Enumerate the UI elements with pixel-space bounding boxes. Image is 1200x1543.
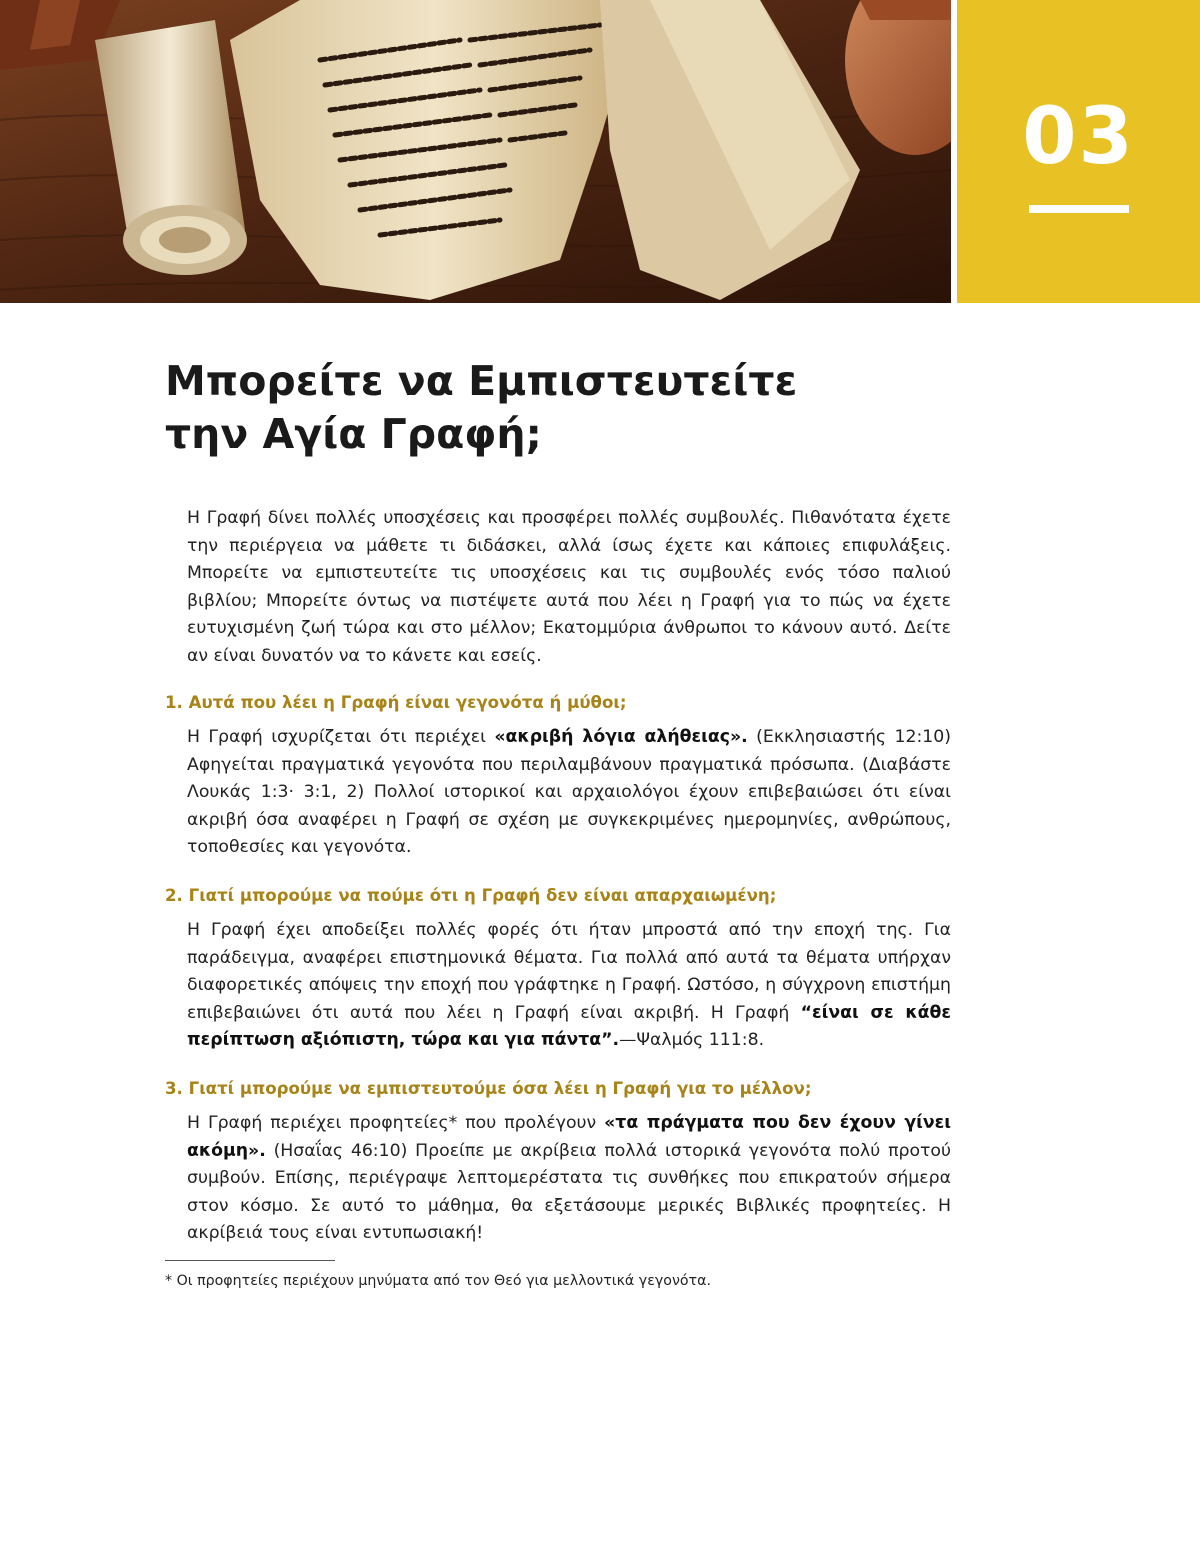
lesson-number-underline [1029, 205, 1129, 213]
answer-2 [187, 917, 951, 1055]
lesson-number: 03 [1022, 92, 1135, 182]
scrolls-illustration [0, 0, 951, 303]
question-2: 2. Γιατί μπορούμε να πούμε ότι η Γραφή δεν είναι απαρχαιωμένη; [165, 886, 777, 905]
answer-1-quote: «ακριβή λόγια αλήθειας». [494, 727, 748, 747]
answer-1-text-end: (Εκκλησιαστής 12:10) Αφηγείται πραγματικά γεγονότα που περιλαμβάνουν πραγματικά πρόσωπα. (Διαβάστε Λουκάς 1:3· 3:1, 2) Πολλοί ιστορικοί και αρχαιολόγοι έχουν επιβεβαιώσει ότι είναι ακριβή όσα αναφέρει η Γραφή σε σχέση με συγκεκριμένες ημερομηνίες, ανθρώπους, τοποθεσίες και γεγονότα. [187, 727, 952, 858]
intro-paragraph: Η Γραφή δίνει πολλές υποσχέσεις και προσφέρει πολλές συμβουλές. Πιθανότατα έχετε την περιέργεια να μάθετε τι διδάσκει, αλλά ίσως έχετε και κάποιες επιφυλάξεις. Μπορείτε να εμπιστευτείτε τις υποσχέσεις και τις συμβουλές ενός τόσο παλιού βιβλίου; Μπορείτε όντως να πιστέψετε αυτά που λέει η Γραφή για το πώς να έχετε ευτυχισμένη ζωή τώρα και στο μέλλον; Εκατομμύρια άνθρωποι το κάνουν αυτό. Δείτε αν είναι δυνατόν να το κάνετε και εσείς. [187, 508, 951, 666]
answer-3-quote: «τα πράγματα που δεν έχουν γίνει ακόμη». [187, 1113, 951, 1161]
question-1: 1. Αυτά που λέει η Γραφή είναι γεγονότα ή μύθοι; [165, 693, 627, 712]
page-title [165, 355, 925, 461]
header-scrolls-image [0, 0, 951, 303]
answer-2-quote: “είναι σε κάθε περίπτωση αξιόπιστη, τώρα και για πάντα”. [187, 1002, 951, 1051]
footnote: * Οι προφητείες περιέχουν μηνύματα από τον Θεό για μελλοντικά γεγονότα. [165, 1273, 711, 1289]
answer-2-text-start: Η Γραφή έχει αποδείξει πολλές φορές ότι ήταν μπροστά από την εποχή της. Για παράδειγμα, αναφέρει επιστημονικά θέματα. Για πολλά από αυτά τα θέματα υπήρχαν διαφορετικές απόψεις την εποχή που γράφτηκε η Γραφή. Ωστόσο, η σύγχρονη επιστήμη επιβεβαιώνει ότι αυτά που λέει η Γραφή είναι ακριβή. Η Γραφή [187, 920, 951, 1023]
title-line-2: την Αγία Γραφή; [165, 410, 542, 458]
answer-2-reference: —Ψαλμός 111:8. [619, 1030, 765, 1051]
answer-1-text-start: Η Γραφή ισχυρίζεται ότι περιέχει [187, 727, 495, 747]
lesson-number-badge [957, 0, 1200, 303]
footnote-divider [165, 1260, 335, 1261]
answer-3-text-start: Η Γραφή περιέχει προφητείες* που προλέγουν [187, 1113, 605, 1133]
answer-1 [187, 724, 951, 862]
title-line-1: Μπορείτε να Εμπιστευτείτε [165, 357, 798, 405]
answer-3 [187, 1110, 951, 1248]
question-3: 3. Γιατί μπορούμε να εμπιστευτούμε όσα λέει η Γραφή για το μέλλον; [165, 1079, 812, 1098]
answer-3-text-end: (Ησαΐας 46:10) Προείπε με ακρίβεια πολλά ιστορικά γεγονότα πολύ προτού συμβούν. Επίσης, περιέγραψε λεπτομερέστατα τις συνθήκες που επικρατούν σήμερα στον κόσμο. Σε αυτό το μάθημα, θα εξετάσουμε μερικές Βιβλικές προφητείες. Η ακρίβειά τους είναι εντυπωσιακή! [187, 1140, 951, 1244]
